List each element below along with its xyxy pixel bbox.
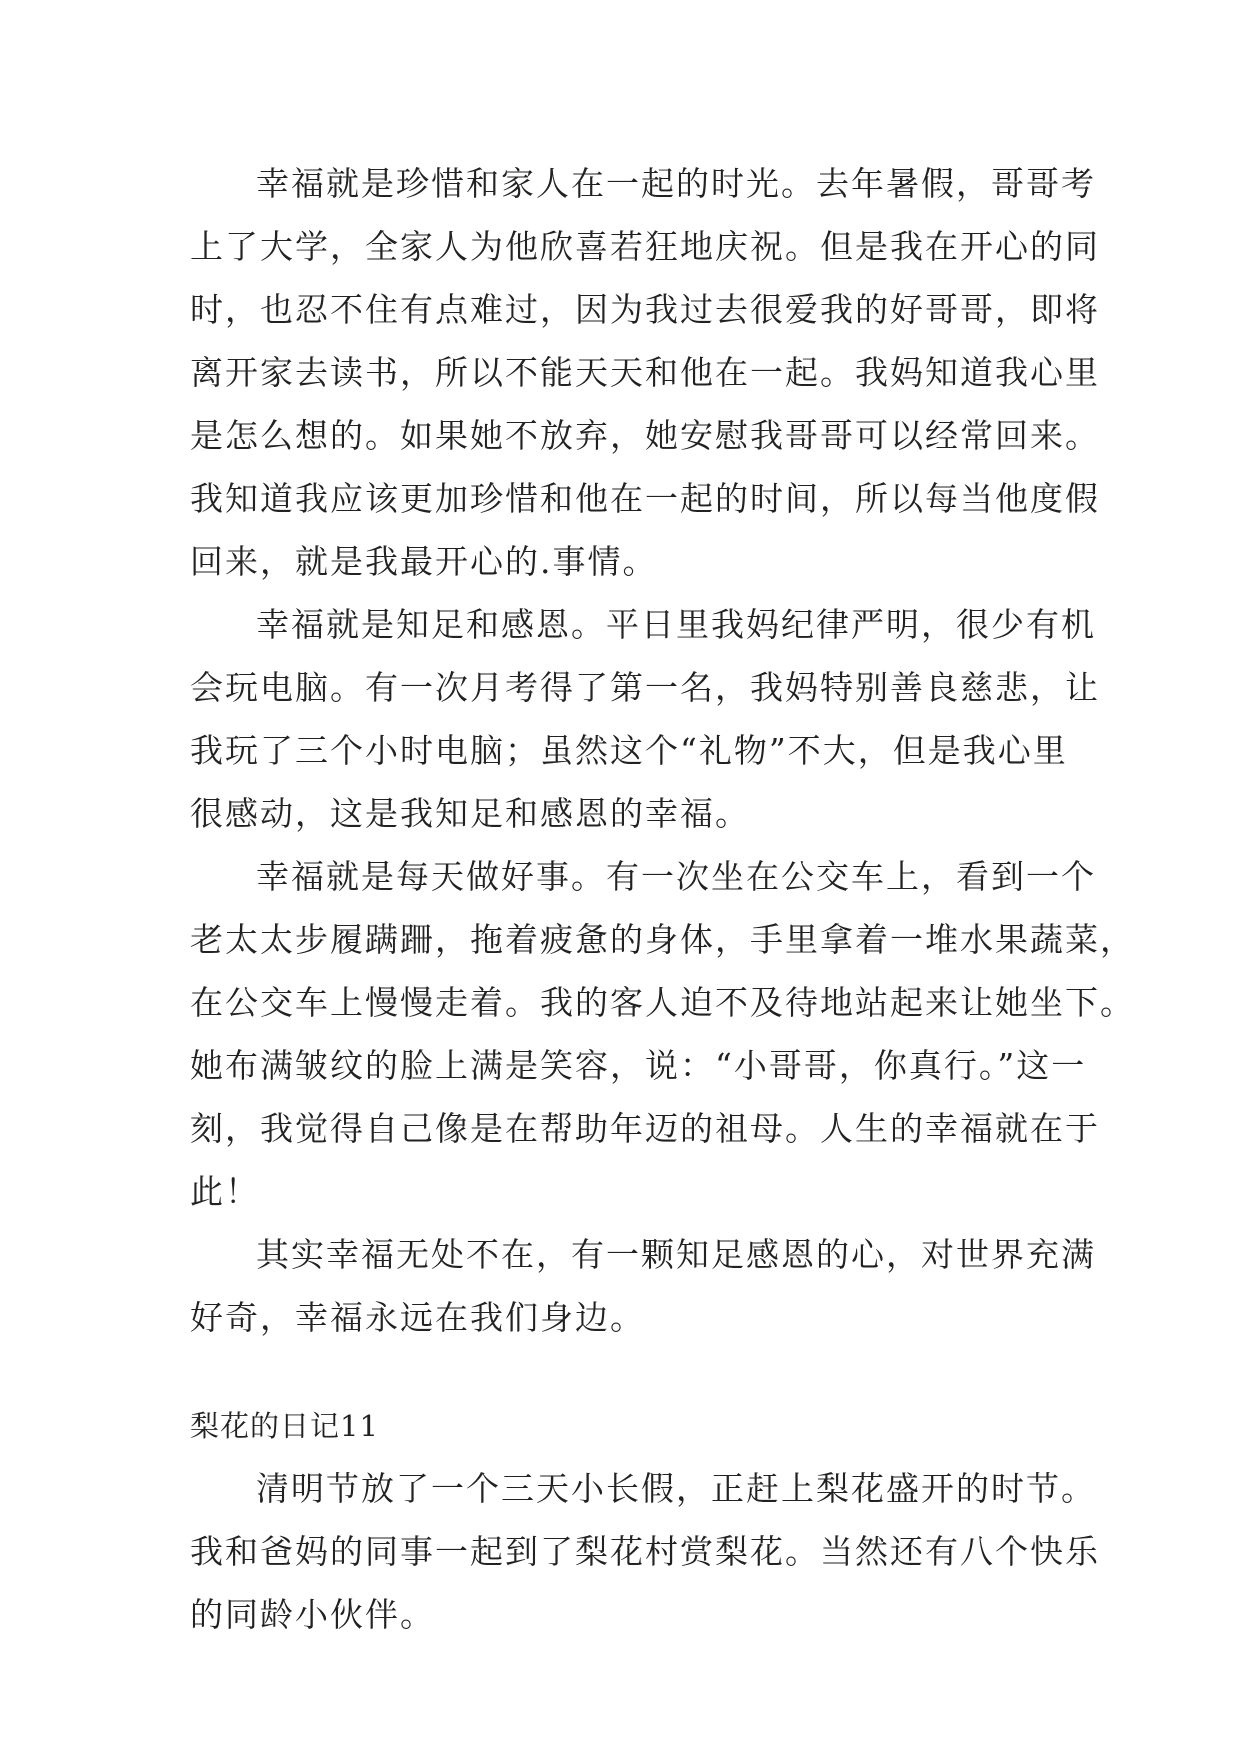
paragraph-line: 刻，我觉得自己像是在帮助年迈的祖母。人生的幸福就在于 — [190, 1109, 1100, 1148]
section-title: 梨花的日记11 — [190, 1409, 379, 1443]
paragraph-line: 我玩了三个小时电脑；虽然这个“礼物”不大，但是我心里 — [190, 731, 1068, 770]
paragraph-line: 回来，就是我最开心的.事情。 — [190, 542, 658, 581]
paragraph-line: 她布满皱纹的脸上满是笑容，说：“小哥哥，你真行。”这一 — [190, 1046, 1087, 1085]
paragraph-line: 离开家去读书，所以不能天天和他在一起。我妈知道我心里 — [190, 353, 1100, 392]
paragraph-line: 上了大学，全家人为他欣喜若狂地庆祝。但是我在开心的同 — [190, 227, 1100, 266]
paragraph-line: 老太太步履蹒跚，拖着疲惫的身体，手里拿着一堆水果蔬菜， — [190, 920, 1135, 959]
paragraph-line: 在公交车上慢慢走着。我的客人迫不及待地站起来让她坐下。 — [190, 983, 1135, 1022]
paragraph-line: 会玩电脑。有一次月考得了第一名，我妈特别善良慈悲，让 — [190, 668, 1100, 707]
paragraph-line: 时，也忍不住有点难过，因为我过去很爱我的好哥哥，即将 — [190, 290, 1100, 329]
paragraph-line: 是怎么想的。如果她不放弃，她安慰我哥哥可以经常回来。 — [190, 416, 1100, 455]
paragraph-line: 的同龄小伙伴。 — [190, 1595, 435, 1634]
paragraph-line: 好奇，幸福永远在我们身边。 — [190, 1298, 645, 1337]
paragraph-line: 幸福就是珍惜和家人在一起的时光。去年暑假，哥哥考 — [256, 164, 1096, 203]
paragraph-line: 我知道我应该更加珍惜和他在一起的时间，所以每当他度假 — [190, 479, 1100, 518]
paragraph-line: 清明节放了一个三天小长假，正赶上梨花盛开的时节。 — [256, 1469, 1096, 1508]
paragraph-line: 我和爸妈的同事一起到了梨花村赏梨花。当然还有八个快乐 — [190, 1532, 1100, 1571]
paragraph-line: 幸福就是每天做好事。有一次坐在公交车上，看到一个 — [256, 857, 1096, 896]
paragraph-line: 此！ — [190, 1172, 260, 1211]
paragraph-line: 其实幸福无处不在，有一颗知足感恩的心，对世界充满 — [256, 1235, 1096, 1274]
paragraph-line: 很感动，这是我知足和感恩的幸福。 — [190, 794, 750, 833]
paragraph-line: 幸福就是知足和感恩。平日里我妈纪律严明，很少有机 — [256, 605, 1096, 644]
